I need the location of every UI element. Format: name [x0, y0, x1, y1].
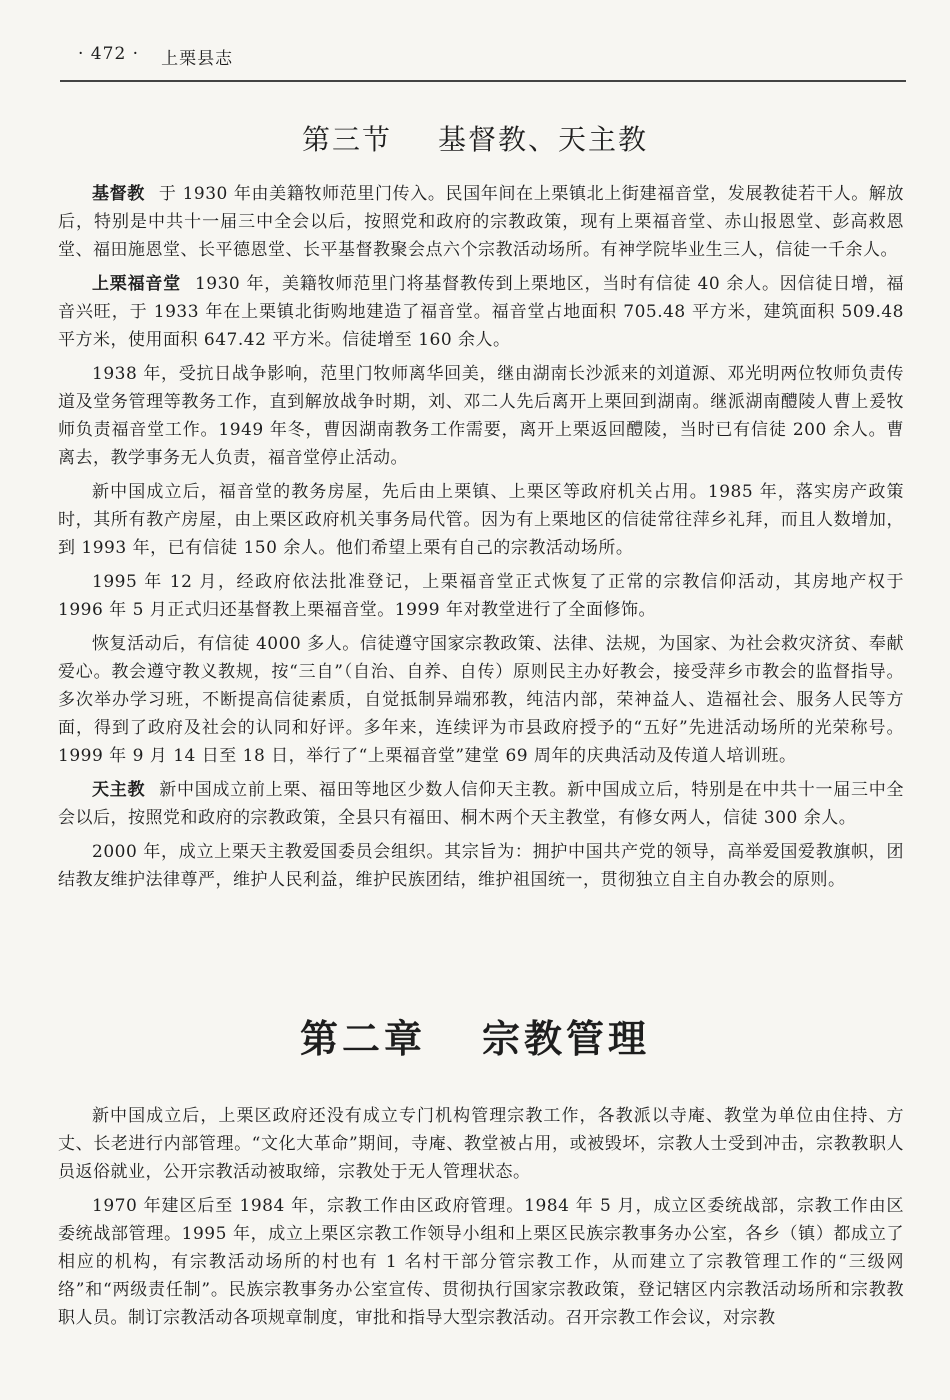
- paragraph: [58, 478, 904, 562]
- section-title: 基督教、天主教: [438, 123, 649, 156]
- chapter-title: 宗教管理: [482, 1017, 651, 1061]
- section-heading: [0, 118, 950, 158]
- paragraph: [58, 568, 904, 624]
- paragraph-text: 1970 年建区后至 1984 年，宗教工作由区政府管理。1984 年 5 月，成立区委统战部，宗教工作由区委统战部管理。1995 年，成立上栗区宗教工作领导小组和上栗区民族宗教事务办公室，各乡（镇）都成立了相应的机构，有宗教活动场所的村也有 1 名村干部分管宗教工作，从而建立了宗教管理工作的“三级网络”和“两级责任制”。民族宗教事务办公室宣传、贯彻执行国家宗教政策，登记辖区内宗教活动场所和宗教教职人员。制订宗教活动各项规章制度，审批和指导大型宗教活动。召开宗教工作会议，对宗教: [58, 1196, 904, 1328]
- paragraph-text: 于 1930 年由美籍牧师范里门传入。民国年间在上栗镇北上街建福音堂，发展教徒若干人。解放后，特别是中共十一届三中全会以后，按照党和政府的宗教政策，现有上栗福音堂、赤山报恩堂、彭高救恩堂、福田施恩堂、长平德恩堂、长平基督教聚会点六个宗教活动场所。有神学院毕业生三人，信徒一千余人。: [58, 184, 905, 260]
- paragraph: [58, 1102, 904, 1186]
- chapter-heading: [0, 1008, 950, 1063]
- paragraph: [58, 180, 904, 264]
- paragraph: [58, 270, 904, 354]
- paragraph-lead: 基督教: [92, 184, 145, 204]
- section-number: 第三节: [301, 123, 392, 156]
- paragraph-text: 新中国成立前上栗、福田等地区少数人信仰天主教。新中国成立后，特别是在中共十一届三中全会以后，按照党和政府的宗教政策，全县只有福田、桐木两个天主教堂，有修女两人，信徒 300 余人。: [58, 780, 905, 828]
- paragraph: [58, 1192, 904, 1332]
- paragraph: [58, 776, 904, 832]
- chapter-number: 第二章: [299, 1017, 426, 1061]
- paragraph: [58, 838, 904, 894]
- book-title: 上栗县志: [161, 49, 234, 69]
- paragraph: [58, 360, 904, 472]
- paragraph-text: 恢复活动后，有信徒 4000 多人。信徒遵守国家宗教政策、法律、法规，为国家、为社会救灾济贫、奉献爱心。教会遵守教义教规，按“三自”（自治、自养、自传）原则民主办好教会，接受萍乡市教会的监督指导。多次举办学习班，不断提高信徒素质，自觉抵制异端邪教，纯洁内部，荣神益人、造福社会、服务人民等方面，得到了政府及社会的认同和好评。多年来，连续评为市县政府授予的“五好”先进活动场所的光荣称号。1999 年 9 月 14 日至 18 日，举行了“上栗福音堂”建堂 69 周年的庆典活动及传道人培训班。: [58, 634, 904, 766]
- paragraph-text: 1995 年 12 月，经政府依法批准登记，上栗福音堂正式恢复了正常的宗教信仰活动，其房地产权于 1996 年 5 月正式归还基督教上栗福音堂。1999 年对教堂进行了全面修饰。: [58, 572, 904, 620]
- paragraph-text: 1930 年，美籍牧师范里门将基督教传到上栗地区，当时有信徒 40 余人。因信徒日增，福音兴旺，于 1933 年在上栗镇北街购地建造了福音堂。福音堂占地面积 705.48 平方米，建筑面积 509.48 平方米，使用面积 647.42 平方米。信徒增至 160 余人。: [58, 274, 905, 350]
- paragraph-text: 新中国成立后，福音堂的教务房屋，先后由上栗镇、上栗区等政府机关占用。1985 年，落实房产政策时，其所有教产房屋，由上栗区政府机关事务局代管。因为有上栗地区的信徒常往萍乡礼拜，而且人数增加，到 1993 年，已有信徒 150 余人。他们希望上栗有自己的宗教活动场所。: [58, 482, 904, 558]
- paragraph-lead: 天主教: [92, 780, 146, 800]
- header-rule: [60, 80, 906, 82]
- paragraph-text: 新中国成立后，上栗区政府还没有成立专门机构管理宗教工作，各教派以寺庵、教堂为单位由住持、方丈、长老进行内部管理。“文化大革命”期间，寺庵、教堂被占用，或被毁坏，宗教人士受到冲击，宗教教职人员返俗就业，公开宗教活动被取缔，宗教处于无人管理状态。: [58, 1106, 904, 1182]
- chapter-body: [58, 1102, 904, 1332]
- paragraph-text: 1938 年，受抗日战争影响，范里门牧师离华回美，继由湖南长沙派来的刘道源、邓光明两位牧师负责传道及堂务管理等教务工作，直到解放战争时期，刘、邓二人先后离开上栗回到湖南。继派湖南醴陵人曹上爰牧师负责福音堂工作。1949 年冬，曹因湖南教务工作需要，离开上栗返回醴陵，当时已有信徒 200 余人。曹离去，教学事务无人负责，福音堂停止活动。: [58, 364, 904, 468]
- paragraph-lead: 上栗福音堂: [92, 274, 181, 294]
- running-header: [78, 44, 233, 69]
- paragraph: [58, 630, 904, 770]
- paragraph-text: 2000 年，成立上栗天主教爱国委员会组织。其宗旨为：拥护中国共产党的领导，高举爱国爱教旗帜，团结教友维护法律尊严，维护人民利益，维护民族团结，维护祖国统一，贯彻独立自主自办教会的原则。: [58, 842, 904, 890]
- section-body: [58, 180, 904, 894]
- page-number: · 472 ·: [78, 44, 140, 64]
